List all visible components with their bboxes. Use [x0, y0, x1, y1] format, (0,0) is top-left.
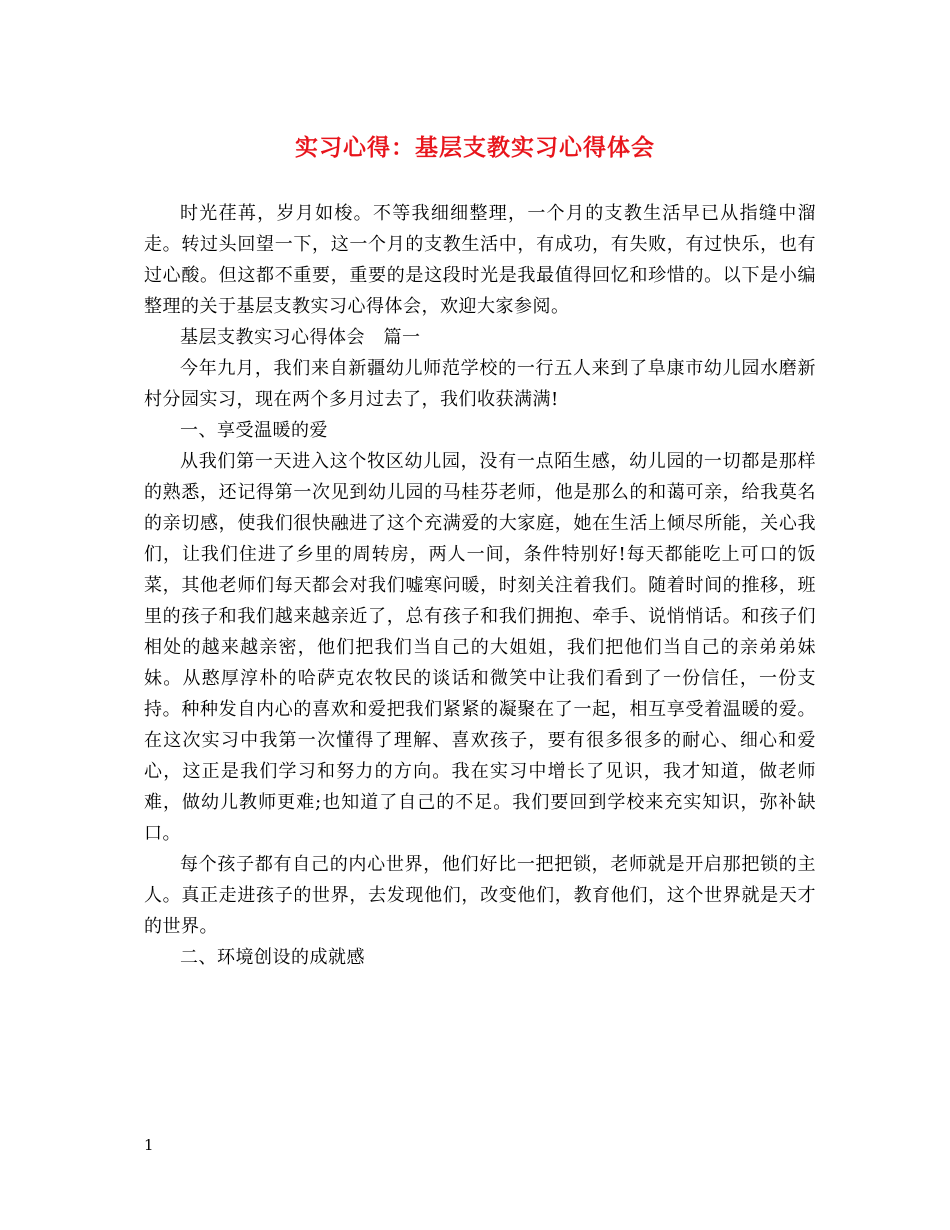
intro-paragraph: 时光荏苒，岁月如梭。不等我细细整理，一个月的支教生活早已从指缝中溜走。转过头回望一下，这一个月的支教生活中，有成功，有失败，有过快乐，也有过心酸。但这都不重要，重要的是这段时光是我最值得回忆和珍惜的。以下是小编整理的关于基层支教实习心得体会，欢迎大家参阅。 [144, 203, 816, 317]
document-title: 实习心得：基层支教实习心得体会 [295, 134, 655, 161]
document-body [144, 198, 816, 973]
body-paragraph: 从我们第一天进入这个牧区幼儿园，没有一点陌生感，幼儿园的一切都是那样的熟悉，还记得第一次见到幼儿园的马桂芬老师，他是那么的和蔼可亲，给我莫名的亲切感，使我们很快融进了这个充满爱的大家庭，她在生活上倾尽所能，关心我们，让我们住进了乡里的周转房，两人一间，条件特别好!每天都能吃上可口的饭菜，其他老师们每天都会对我们嘘寒问暖，时刻关注着我们。随着时间的推移，班里的孩子和我们越来越亲近了，总有孩子和我们拥抱、牵手、说悄悄话。和孩子们相处的越来越亲密，他们把我们当自己的大姐姐，我们把他们当自己的亲弟弟妹妹。从憨厚淳朴的哈萨克农牧民的谈话和微笑中让我们看到了一份信任，一份支持。种种发自内心的喜欢和爱把我们紧紧的凝聚在了一起，相互享受着温暖的爱。在这次实习中我第一次懂得了理解、喜欢孩子，要有很多很多的耐心、细心和爱心，这正是我们学习和努力的方向。我在实习中增长了见识，我才知道，做老师难，做幼儿教师更难;也知道了自己的不足。我们要回到学校来充实知识，弥补缺口。 [144, 451, 816, 844]
body-paragraph: 每个孩子都有自己的内心世界，他们好比一把把锁，老师就是开启那把锁的主人。真正走进孩子的世界，去发现他们，改变他们，教育他们，这个世界就是天才的世界。 [144, 854, 816, 937]
subheading-environment: 二、环境创设的成就感 [180, 947, 365, 968]
page-number: 1 [144, 1136, 154, 1154]
section-heading-part-one: 基层支教实习心得体会 篇一 [180, 327, 421, 348]
body-paragraph: 今年九月，我们来自新疆幼儿师范学校的一行五人来到了阜康市幼儿园水磨新村分园实习，现在两个多月过去了，我们收获满满! [144, 358, 816, 410]
subheading-warm-love: 一、享受温暖的爱 [180, 420, 328, 441]
